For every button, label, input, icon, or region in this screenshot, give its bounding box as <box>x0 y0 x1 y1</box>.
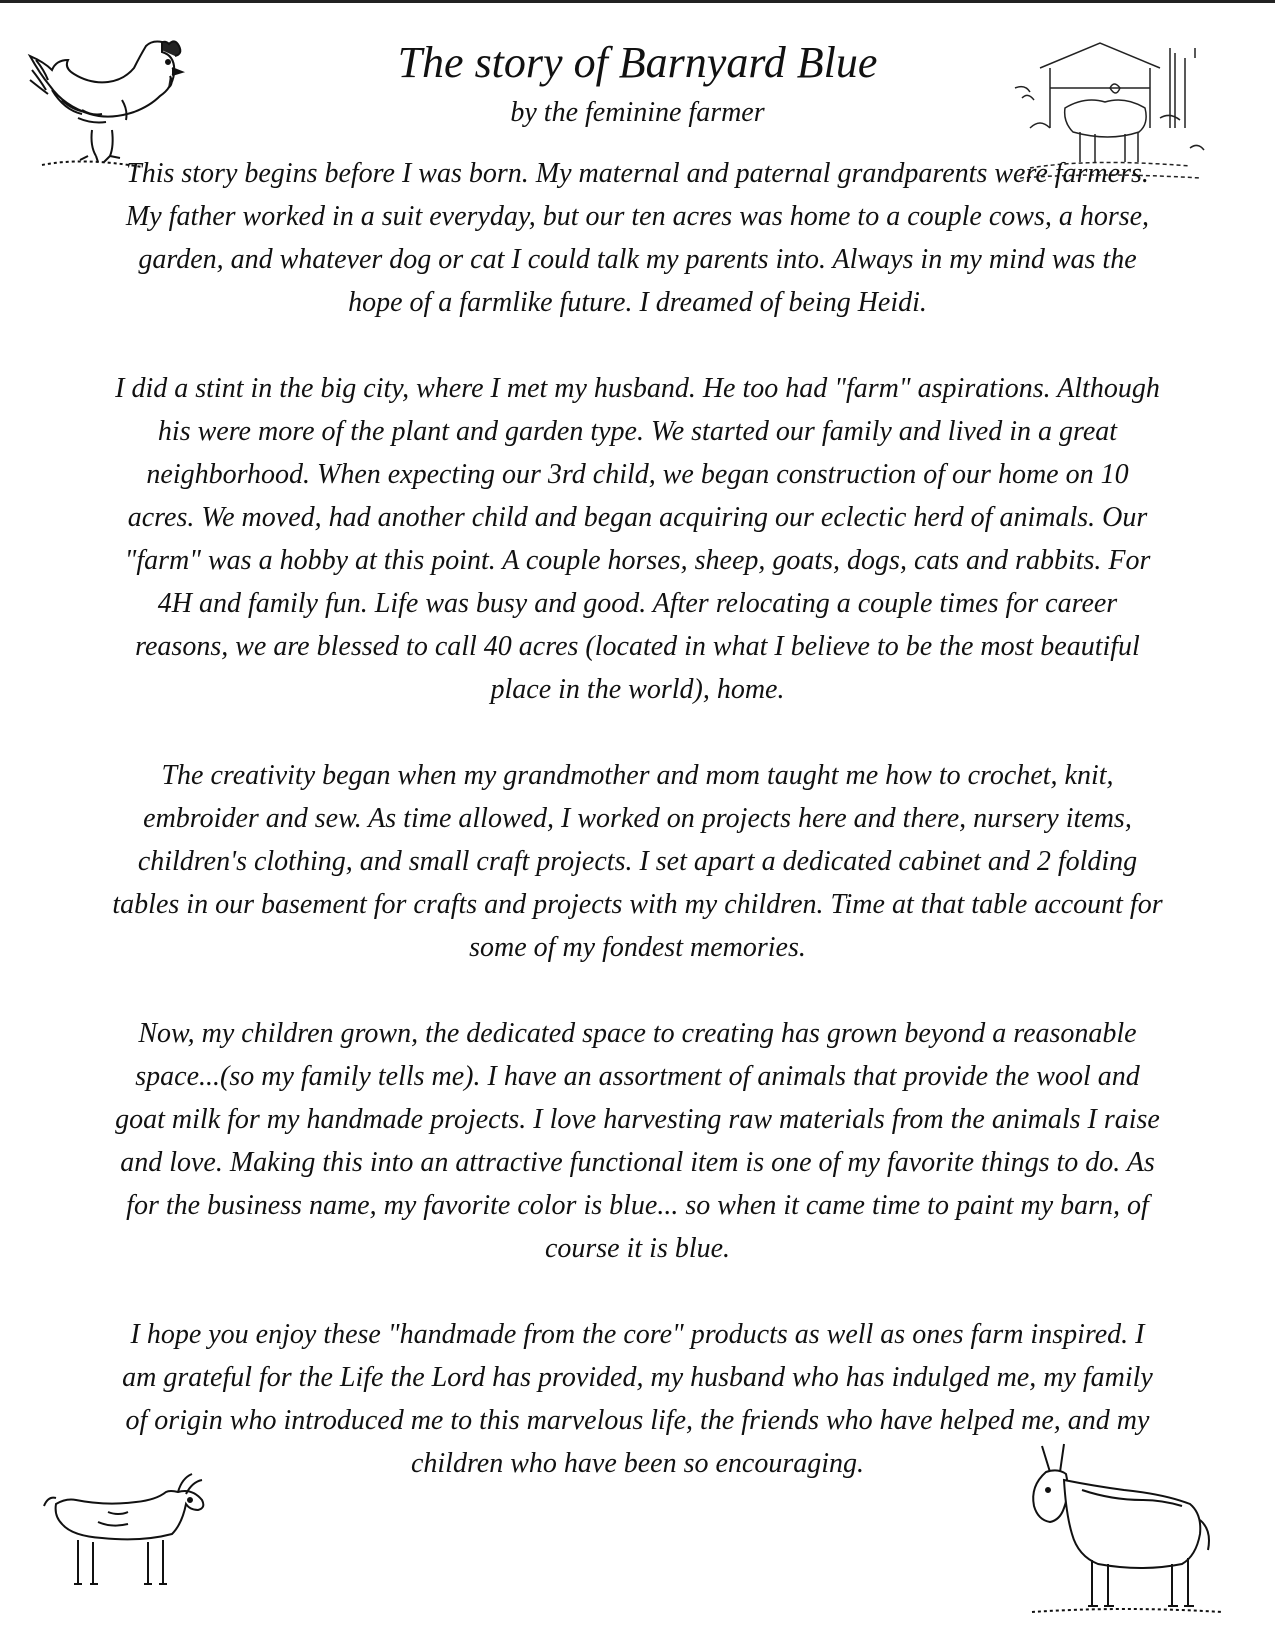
top-border <box>0 0 1275 3</box>
story-paragraph: This story begins before I was born. My maternal and paternal grandparents were farmers. My father worked in a suit everyday, but our ten acres was home to a couple cows, a horse, garden, and whatever dog or cat I could talk my parents into. Always in my mind was the hope of a farmlike future. I dreamed of being Heidi. <box>125 158 1150 318</box>
donkey-icon <box>1022 1440 1222 1620</box>
story-body <box>110 152 1165 1528</box>
story-paragraph: I did a stint in the big city, where I met my husband. He too had "farm" aspirations. Although his were more of the plant and garden type. We started our family and lived in a great neighborhood. When expecting our 3rd child, we began construction of our home on 10 acres. We moved, had another child and began acquiring our eclectic herd of animals. Our "farm" was a hobby at this point. A couple horses, sheep, goats, dogs, cats and rabbits. For 4H and family fun. Life was busy and good. After relocating a couple times for career reasons, we are blessed to call 40 acres (located in what I believe to be the most beautiful place in the world), home. <box>115 373 1160 705</box>
byline: by the feminine farmer <box>510 97 765 128</box>
story-paragraph: Now, my children grown, the dedicated space to creating has grown beyond a reasonable space...(so my family tells me). I have an assortment of animals that provide the wool and goat milk for my handmade projects. I love harvesting raw materials from the animals I raise and love. Making this into an attractive functional item is one of my favorite things to do. As for the business name, my favorite color is blue... so when it came time to paint my barn, of course it is blue. <box>115 1018 1160 1264</box>
story-paragraph: The creativity began when my grandmother and mom taught me how to crochet, knit, embroider and sew. As time allowed, I worked on projects here and there, nursery items, children's clothing, and small craft projects. I set apart a dedicated cabinet and 2 folding tables in our basement for crafts and projects with my children. Time at that table account for some of my fondest memories. <box>112 760 1163 963</box>
page-title: The story of Barnyard Blue <box>397 38 878 87</box>
story-paragraph: I hope you enjoy these "handmade from the core" products as well as ones farm inspired. I am grateful for the Life the Lord has provided, my husband who has indulged me, my family of origin who introduced me to this marvelous life, the friends who have helped me, and my children who have been so encouraging. <box>122 1319 1153 1479</box>
goat-icon <box>38 1462 213 1602</box>
